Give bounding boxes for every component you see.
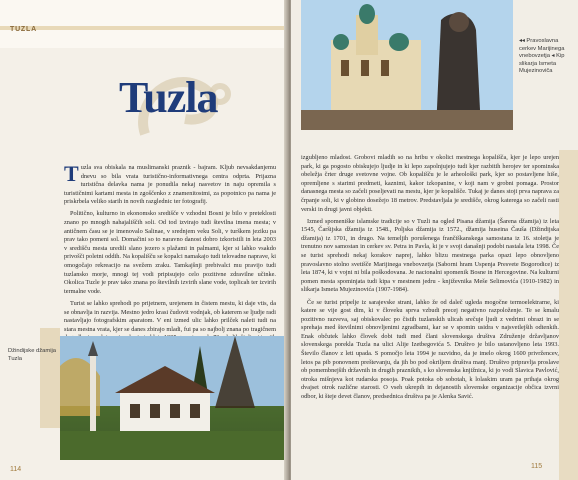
left-text-column	[64, 161, 276, 355]
margin-bar	[40, 328, 60, 428]
header-stripe	[0, 26, 287, 30]
page-number-left: 114	[10, 466, 22, 473]
right-page	[291, 0, 578, 480]
church-illustration	[301, 0, 513, 130]
paragraph-1: Tuzla sva obiskala na muslimanski praznik - bajram. Kljub nevsakdanjemu dnevu so bila vrata turistično-informativnega centra odprta. Prijazna turistična delavka nama je ponudila nekaj nasvetov in naju opremila s turističnimi kartami mesta in zgoščenko z znamenitostmi, za popotnico pa nama je priskrbela veliko starih in novih razglednic ter fotografij.	[64, 161, 276, 206]
page-title: Tuzla	[119, 73, 218, 122]
header-bar	[0, 0, 287, 48]
paragraph-4: izgubljeno mladost. Grobovi mladih so na hribu v okolici mestnega kopališča, kjer je lepo urejen park, ki ga pogosto obiskujejo ljudje in ki lepo zapolnjujejo tudi kjer razbitih herojev ter spominska obeležja črter druge svetovne vojne. Ob kopališču je le arheološki park, kjer so postavljene hiše, opremljene s starimi predmeti, kaznimi, kakor izkopanine, v koji nam v grobni pomaga. Prostor danasnega mesta so začeli poseljevati na mestu, kjer je kopališče. Tukaj je danes stoji prva naprava za črpanje soli, ki v globino dosežejo 18 metrov. Predstavljala je središče, okrog katerega so začeli rasti verski in drugi javni objekti.	[301, 154, 559, 213]
running-head: TUZLA	[10, 26, 37, 33]
right-side-stripe	[559, 150, 578, 480]
paragraph-2: Politično, kulturno in ekonomsko središče v vzhodni Bosni je bilo v preteklosti znano po mnogih nahajališčih soli. Od tod izvirajo tudi številna imena mesta; v antičnem času se je imenovalo Salinae, v srednjem veku Soli, v turškem jeziku pa prav tako pomeni sol. Domačini so to naravno danost dobro izkoristili in leta 2003 v središču mesta uredili slano jezero s plažami in palmami, kjer si lahko vsakdo privošči poletni oddih. Na kopališču se kopalci namakajo tudi telovadne naprave, ki omogočajo rekreacijo na svežem zraku. Tamkajšnji prebivalci mu pravijo tudi tuzlansko morje, mnogi tej vodi pripisujejo celo pozitivne zdravilne učinke. Okolica Tuzle je prav tako znana po številnih izvirih slane vode, toplicah ter izvirih termalne vode.	[64, 210, 276, 295]
title-area	[95, 60, 285, 150]
paragraph-6: Če se turist pripelje iz sarajevske strani, lahko že od daleč ugleda mogočne termoelektrarne, ki katere se vije gost dim, ki v človeku sprva vzbudi precej negativno razpoloženje. Te se kmalu pozitivno razveva, saj obiskovalec po čistih tuzlanskih ulicah srečuje ljudi z vedrimi obrazi in se sprehaja med številnimi obnovljenimi zgradbami, kar se v spomin usidra v najsvetlejših odtenkih. Enak občutek lahko človek dobi tudi med člani slovenskega društva Združenje državljanov slovenskega porekla Tuzla na ulici Alije Izetbegovića 5. Društvo je bilo ustanovljeno leta 1993. Število članov z leti upada. S pomočjo leta 1994 je razvidno, da je imelo okrog 1600 privržencev, letos pa pib ponovnem preštevanju, da jih bo pod okriljem društva manj. Društvo pripravlja proslave ob pomembnejših državnih in drugih praznikih, s ko slovenska knjižnica, ki jo vodi Slavica Pavlović, otroka mišnjeva kot rudarska posoja. Poak potoka ob sobotah, k lolaskim uram pa prihaja okrog dvajset otrok različne starosti. O vseh ukrepih in dejanostih slovenske organizacije občica izvrni odbor, ki šteje devet članov, predsednica društva pa je Alenka Savić.	[301, 298, 559, 401]
right-text-column	[301, 154, 559, 405]
paragraph-3: Turist se lahko sprehodi po prijetnem, urejenem in čistem mestu, ki daje vtis, da se obnavlja in razvija. Mestno jedro krasi čudovit vodnjak, ob katerem se ljudje radi nastavljajo fotografskim aparatom. V eni izmed ulic lahko prilček naleti tudi na stara mestna vrata, kjer se danes zbirajo mladi, fui pa so najbolj znana po tragičnem	[64, 299, 276, 333]
paragraph-5: Izmed spomeniške islamske tradicije so v Tuzli na ogled Pisana džamija (Šarena džamija) iz leta 1545, Čaršijska džamija iz 1548., Poljska džamija iz 1572., džamija huseina Čauša (Džindijska džamija) iz 1701, in drugo. Na temeljih porušenega frančiškanskega samostana iz 16. stoletja je trenutno nov samostan in cerkev sv. Petra in Pavla, ki je v svoji današnji podobi nastala leta 1998. Če se turist sprehodi nekaj korakov naprej, lahko blizu mestnega parka opazi lepo obnovljeno pravoslavno stolno svetišče Marijinega vnebovzetja (Saborni hram Uspenja Presvete Bogorodice) iz leta 1874, ki v vojni ni bila poškodovana. Je nacionalni spomenik Bosne in Hercegovine. Na kulturni pomen mesta spominjata tudi kipa v mestnem jedru - književnika Meše Selimovića (1910-1982) in slikarja Ismeta Mujezinovića (1907-1984).	[301, 217, 559, 294]
mosque-photo	[60, 336, 287, 460]
left-page	[0, 0, 287, 480]
photo-caption-left: Džindijske džamija Tuzla	[8, 348, 57, 362]
mosque-illustration	[60, 336, 287, 460]
photo-caption-right: ◂◂ Pravoslavna cerkev Marijinega vnebovzetja ◂ Kip slikarja Ismeta Mujezinoviča	[519, 38, 565, 74]
page-number-right: 115	[531, 463, 543, 470]
dropcap: T	[64, 161, 79, 186]
church-statue-photo	[301, 0, 513, 130]
